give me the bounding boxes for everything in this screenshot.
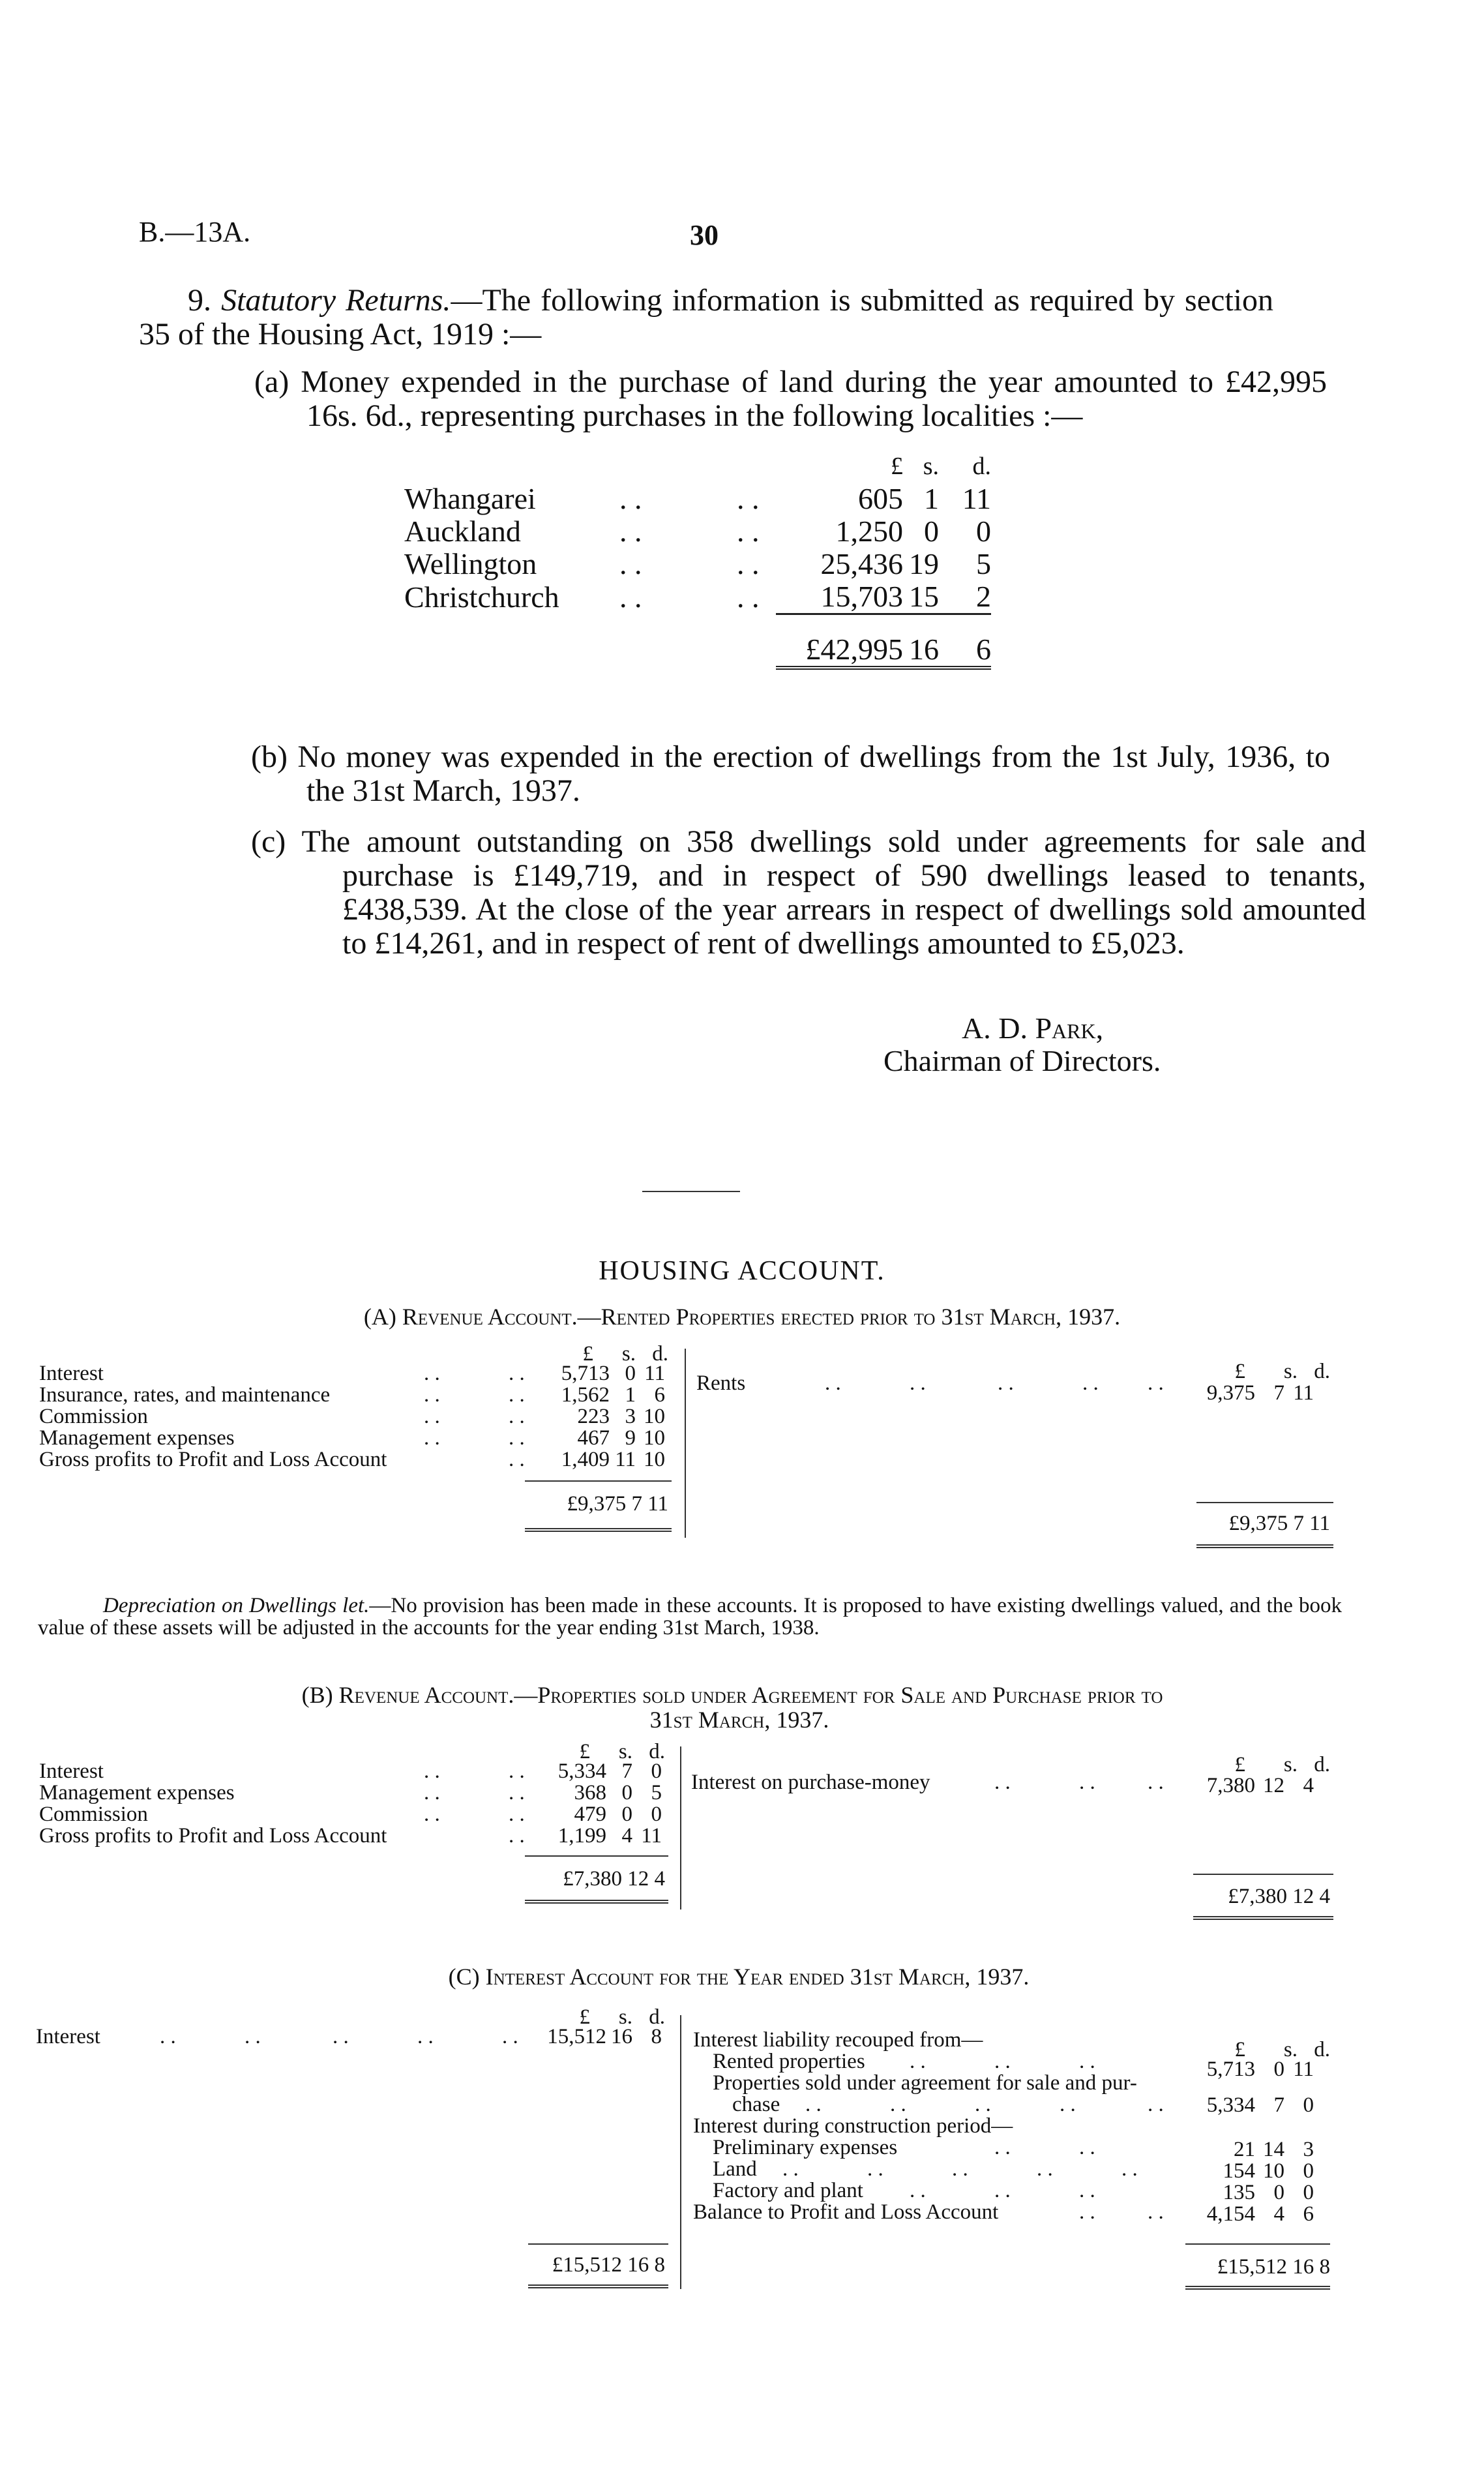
- debit-total: £7,380 12 4: [563, 1867, 665, 1891]
- shillings-value: 4: [1273, 2202, 1284, 2226]
- leader-dots: . .: [867, 2157, 883, 2181]
- debit-label: Management expenses: [39, 1781, 235, 1805]
- pounds-value: 368: [574, 1781, 606, 1805]
- section-9-paragraph: [139, 284, 1273, 352]
- account-c-heading: (C) Interest Account for the Year ended 31st March, 1937.: [448, 1964, 1030, 1990]
- pence-header: d.: [1314, 2038, 1330, 2061]
- locality: Christchurch: [404, 580, 559, 614]
- pence-value: 11: [644, 1362, 665, 1385]
- leader-dots: . .: [737, 482, 760, 515]
- subtotal-rule: [1196, 1502, 1333, 1503]
- debit-label: Interest: [36, 2025, 100, 2048]
- pounds-value: 605: [858, 482, 903, 515]
- item-c-paragraph: [251, 825, 1366, 961]
- shillings-header: s.: [621, 1342, 636, 1366]
- shillings-value: 16: [611, 2025, 632, 2048]
- housing-account-title: HOUSING ACCOUNT.: [599, 1256, 885, 1286]
- note-heading: Depreciation on Dwellings let.: [103, 1594, 370, 1617]
- pounds-value: 21: [1234, 2138, 1255, 2161]
- leader-dots: . .: [1148, 1371, 1164, 1395]
- shillings-header: s.: [618, 1740, 632, 1763]
- column-divider: [685, 1349, 686, 1538]
- leader-dots: . .: [910, 2179, 926, 2202]
- leader-dots: . .: [509, 1824, 525, 1848]
- leader-dots: . .: [619, 482, 642, 515]
- pounds-value: 135: [1223, 2181, 1255, 2204]
- total-rule: [1193, 1916, 1333, 1920]
- shillings-header: s.: [1283, 1360, 1298, 1383]
- pounds-value: 5,713: [561, 1362, 610, 1385]
- total-rule: [1185, 2286, 1330, 2290]
- debit-label: Commission: [39, 1405, 148, 1428]
- leader-dots: . .: [502, 2025, 518, 2048]
- shillings-value: 0: [924, 515, 939, 548]
- debit-label: Insurance, rates, and maintenance: [39, 1383, 331, 1407]
- subtotal-rule: [1185, 2243, 1330, 2245]
- shillings-value: 12: [1263, 1774, 1284, 1797]
- pence-header: d.: [652, 1342, 668, 1366]
- item-c-text: The amount outstanding on 358 dwellings sold under agreements for sale and purchase is £149,719, and in respect of 590 dwellings leased to tenants, £438,539. At the close of the year arrears in respect of dwellings sold amounted to £14,261, and in respect of rent of dwellings amounted to £5,023.: [301, 824, 1366, 961]
- pence-value: 0: [651, 1760, 662, 1783]
- item-b-text: No money was expended in the erection of dwellings from the 1st July, 1936, to the 31st March, 1937.: [297, 740, 1331, 808]
- debit-label: Interest: [39, 1362, 104, 1385]
- table-row: [404, 580, 991, 614]
- leader-dots: . .: [1148, 1771, 1164, 1794]
- leader-dots: . .: [1148, 2093, 1164, 2116]
- shillings-value: 1: [924, 482, 939, 515]
- total-pounds: £42,995: [776, 614, 903, 668]
- document-reference: B.—13A.: [139, 216, 251, 248]
- item-c-label: (c): [251, 824, 286, 859]
- total-rule: [528, 2284, 668, 2288]
- shillings-value: 14: [1263, 2138, 1284, 2161]
- leader-dots: . .: [994, 2179, 1011, 2202]
- item-a-paragraph: [254, 365, 1327, 433]
- debit-total: £9,375 7 11: [567, 1492, 668, 1516]
- leader-dots: . .: [994, 2050, 1011, 2073]
- leader-dots: . .: [424, 1383, 440, 1407]
- pence-value: 5: [651, 1781, 662, 1805]
- subtotal-rule: [525, 1855, 668, 1857]
- shillings-value: 15: [909, 580, 939, 613]
- credit-heading: Interest liability recouped from—: [693, 2028, 983, 2052]
- pounds-value: 5,334: [557, 1760, 606, 1783]
- pence-header: d.: [1314, 1753, 1330, 1776]
- item-a-label: (a): [254, 365, 289, 399]
- credit-label: Balance to Profit and Loss Account: [693, 2200, 999, 2224]
- item-a-text: Money expended in the purchase of land during the year amounted to £42,995 16s. 6d., representing purchases in the following localities :—: [301, 365, 1328, 433]
- account-b-heading-line2: 31st March, 1937.: [649, 1707, 829, 1733]
- pounds-value: 5,334: [1206, 2093, 1255, 2117]
- total-rule: [525, 1900, 668, 1904]
- signatory-title: Chairman of Directors.: [883, 1044, 1161, 1077]
- section-divider: [642, 1191, 740, 1192]
- debit-total: £15,512 16 8: [552, 2253, 665, 2277]
- pounds-value: 1,199: [557, 1824, 606, 1848]
- leader-dots: . .: [910, 1371, 926, 1395]
- signatory-name: A. D. Park,: [962, 1011, 1104, 1045]
- leader-dots: . .: [424, 1426, 440, 1450]
- pence-value: 11: [962, 482, 991, 515]
- subtotal-rule: [525, 1480, 672, 1482]
- leader-dots: . .: [737, 547, 760, 580]
- leader-dots: . .: [619, 515, 642, 548]
- pounds-value: 7,380: [1206, 1774, 1255, 1797]
- leader-dots: . .: [424, 1803, 440, 1826]
- debit-label: Interest: [39, 1760, 104, 1783]
- debit-label: Management expenses: [39, 1426, 235, 1450]
- leader-dots: . .: [1079, 1771, 1095, 1794]
- leader-dots: . .: [998, 1371, 1014, 1395]
- pounds-header: £: [891, 453, 903, 480]
- pence-value: 11: [641, 1824, 662, 1848]
- pence-value: 3: [1303, 2138, 1314, 2161]
- pounds-value: 15,703: [820, 580, 903, 613]
- pence-value: 0: [1303, 2093, 1314, 2117]
- credit-label: Preliminary expenses: [713, 2136, 898, 2159]
- pence-header: d.: [1314, 1360, 1330, 1383]
- shillings-value: 0: [625, 1362, 636, 1385]
- leader-dots: . .: [737, 515, 760, 548]
- leader-dots: . .: [509, 1803, 525, 1826]
- subtotal-rule: [528, 2243, 668, 2245]
- pence-value: 6: [1303, 2202, 1314, 2226]
- account-b-heading-line1: (B) Revenue Account.—Properties sold under Agreement for Sale and Purchase prior to: [301, 1682, 1163, 1708]
- leader-dots: . .: [619, 580, 642, 614]
- leader-dots: . .: [890, 2093, 906, 2116]
- pence-value: 11: [1293, 2058, 1314, 2081]
- credit-label: Interest on purchase-money: [691, 1771, 930, 1794]
- leader-dots: . .: [424, 1362, 440, 1385]
- credit-label: Rented properties: [713, 2050, 865, 2073]
- leader-dots: . .: [509, 1426, 525, 1450]
- pence-value: 10: [644, 1405, 665, 1428]
- pounds-header: £: [1234, 1753, 1245, 1776]
- pence-value: 5: [976, 547, 991, 580]
- subtotal-rule: [1193, 1874, 1333, 1875]
- leader-dots: . .: [1037, 2157, 1053, 2181]
- pence-value: 8: [651, 2025, 662, 2048]
- pounds-value: 9,375: [1206, 1381, 1255, 1405]
- locality: Whangarei: [404, 482, 536, 515]
- pence-value: 10: [644, 1448, 665, 1471]
- shillings-value: 0: [621, 1781, 632, 1805]
- pounds-header: £: [582, 1342, 593, 1366]
- leader-dots: . .: [952, 2157, 968, 2181]
- leader-dots: . .: [160, 2025, 176, 2048]
- shillings-value: 7: [621, 1760, 632, 1783]
- credit-total: £15,512 16 8: [1217, 2255, 1330, 2279]
- shillings-value: 1: [625, 1383, 636, 1407]
- item-b-label: (b): [251, 740, 288, 774]
- total-pence: 6: [939, 614, 991, 668]
- leader-dots: . .: [1079, 2200, 1095, 2224]
- locality: Auckland: [404, 515, 521, 548]
- pence-value: 0: [976, 515, 991, 548]
- pounds-header: £: [579, 2005, 590, 2029]
- section-heading: Statutory Returns.: [221, 283, 451, 318]
- depreciation-note: [38, 1595, 1342, 1639]
- account-a-heading: (A) Revenue Account.—Rented Properties erected prior to 31st March, 1937.: [363, 1304, 1121, 1330]
- credit-heading: Interest during construction period—: [693, 2114, 1013, 2138]
- leader-dots: . .: [825, 1371, 841, 1395]
- total-shillings: 16: [903, 614, 939, 668]
- pence-value: 0: [1303, 2159, 1314, 2183]
- pounds-value: 1,250: [835, 515, 903, 548]
- table-header-row: [404, 450, 991, 483]
- locality: Wellington: [404, 547, 537, 580]
- total-rule: [525, 1528, 672, 1532]
- shillings-value: 19: [909, 547, 939, 580]
- leader-dots: . .: [782, 2157, 799, 2181]
- pence-value: 11: [1293, 1381, 1314, 1405]
- leader-dots: . .: [1079, 2179, 1095, 2202]
- credit-label: chase: [732, 2093, 780, 2116]
- page-number: 30: [690, 219, 719, 251]
- pounds-value: 223: [577, 1405, 610, 1428]
- table-row: [404, 515, 991, 548]
- shillings-value: 11: [615, 1448, 636, 1471]
- shillings-value: 10: [1263, 2159, 1284, 2183]
- leader-dots: . .: [509, 1448, 525, 1471]
- total-row: [404, 614, 991, 668]
- credit-label: Factory and plant: [713, 2179, 863, 2202]
- leader-dots: . .: [1060, 2093, 1076, 2116]
- pence-value: 0: [651, 1803, 662, 1826]
- leader-dots: . .: [509, 1405, 525, 1428]
- leader-dots: . .: [424, 1760, 440, 1783]
- credit-label: Properties sold under agreement for sale and pur-: [713, 2071, 1137, 2095]
- shillings-header: s.: [1283, 1753, 1298, 1776]
- leader-dots: . .: [509, 1362, 525, 1385]
- section-text: —The following information is submitted as required by section 35 of the Housing Act, 1919 :—: [139, 283, 1274, 352]
- leader-dots: . .: [805, 2093, 822, 2116]
- leader-dots: . .: [994, 2136, 1011, 2159]
- debit-label: Gross profits to Profit and Loss Account: [39, 1824, 387, 1848]
- shillings-value: 0: [621, 1803, 632, 1826]
- column-divider: [680, 2015, 681, 2289]
- credit-total: £9,375 7 11: [1228, 1512, 1330, 1535]
- leader-dots: . .: [1148, 2200, 1164, 2224]
- leader-dots: . .: [424, 1405, 440, 1428]
- debit-label: Commission: [39, 1803, 148, 1826]
- pence-value: 10: [644, 1426, 665, 1450]
- shillings-value: 9: [625, 1426, 636, 1450]
- pounds-value: 1,562: [561, 1383, 610, 1407]
- shillings-value: 7: [1273, 2093, 1284, 2117]
- table-row: [404, 548, 991, 580]
- credit-total: £7,380 12 4: [1228, 1885, 1330, 1908]
- column-divider: [680, 1746, 681, 1909]
- leader-dots: . .: [910, 2050, 926, 2073]
- leader-dots: . .: [619, 547, 642, 580]
- pence-header: d.: [649, 1740, 665, 1763]
- pounds-header: £: [579, 1740, 590, 1763]
- land-purchase-table: [404, 450, 991, 670]
- shillings-header: s.: [1283, 2038, 1298, 2061]
- section-number: 9.: [188, 283, 211, 318]
- leader-dots: . .: [975, 2093, 991, 2116]
- pence-header: d.: [649, 2005, 665, 2029]
- pounds-value: 5,713: [1206, 2058, 1255, 2081]
- leader-dots: . .: [509, 1760, 525, 1783]
- leader-dots: . .: [1082, 1371, 1099, 1395]
- note-text: —No provision has been made in these accounts. It is proposed to have existing dwellings valued, and the book value of these assets will be adjusted in the accounts for the year ending 31st March, 1938.: [38, 1594, 1343, 1640]
- pounds-value: 479: [574, 1803, 606, 1826]
- table-row: [404, 483, 991, 515]
- pounds-value: 4,154: [1206, 2202, 1255, 2226]
- pence-value: 6: [654, 1383, 665, 1407]
- total-rule: [1196, 1544, 1333, 1548]
- leader-dots: . .: [1079, 2050, 1095, 2073]
- pounds-value: 15,512: [547, 2025, 606, 2048]
- pounds-header: £: [1234, 1360, 1245, 1383]
- leader-dots: . .: [509, 1781, 525, 1805]
- debit-label: Gross profits to Profit and Loss Account: [39, 1448, 387, 1471]
- pence-header: d.: [972, 453, 991, 480]
- leader-dots: . .: [245, 2025, 261, 2048]
- pounds-value: 154: [1223, 2159, 1255, 2183]
- leader-dots: . .: [424, 1781, 440, 1805]
- pounds-value: 1,409: [561, 1448, 610, 1471]
- pence-value: 0: [1303, 2181, 1314, 2204]
- leader-dots: . .: [509, 1383, 525, 1407]
- shillings-value: 0: [1273, 2181, 1284, 2204]
- leader-dots: . .: [994, 1771, 1011, 1794]
- pounds-value: 25,436: [820, 547, 903, 580]
- leader-dots: . .: [333, 2025, 349, 2048]
- leader-dots: . .: [1121, 2157, 1138, 2181]
- shillings-header: s.: [618, 2005, 632, 2029]
- pence-value: 4: [1303, 1774, 1314, 1797]
- pence-value: 2: [976, 580, 991, 613]
- shillings-value: 4: [621, 1824, 632, 1848]
- credit-label: Rents: [696, 1371, 746, 1395]
- pounds-header: £: [1234, 2038, 1245, 2061]
- leader-dots: . .: [1079, 2136, 1095, 2159]
- shillings-value: 0: [1273, 2058, 1284, 2081]
- shillings-value: 3: [625, 1405, 636, 1428]
- leader-dots: . .: [737, 580, 760, 614]
- pounds-value: 467: [577, 1426, 610, 1450]
- credit-label: Land: [713, 2157, 757, 2181]
- leader-dots: . .: [417, 2025, 434, 2048]
- shillings-value: 7: [1273, 1381, 1284, 1405]
- shillings-header: s.: [923, 453, 939, 480]
- item-b-paragraph: [251, 740, 1330, 808]
